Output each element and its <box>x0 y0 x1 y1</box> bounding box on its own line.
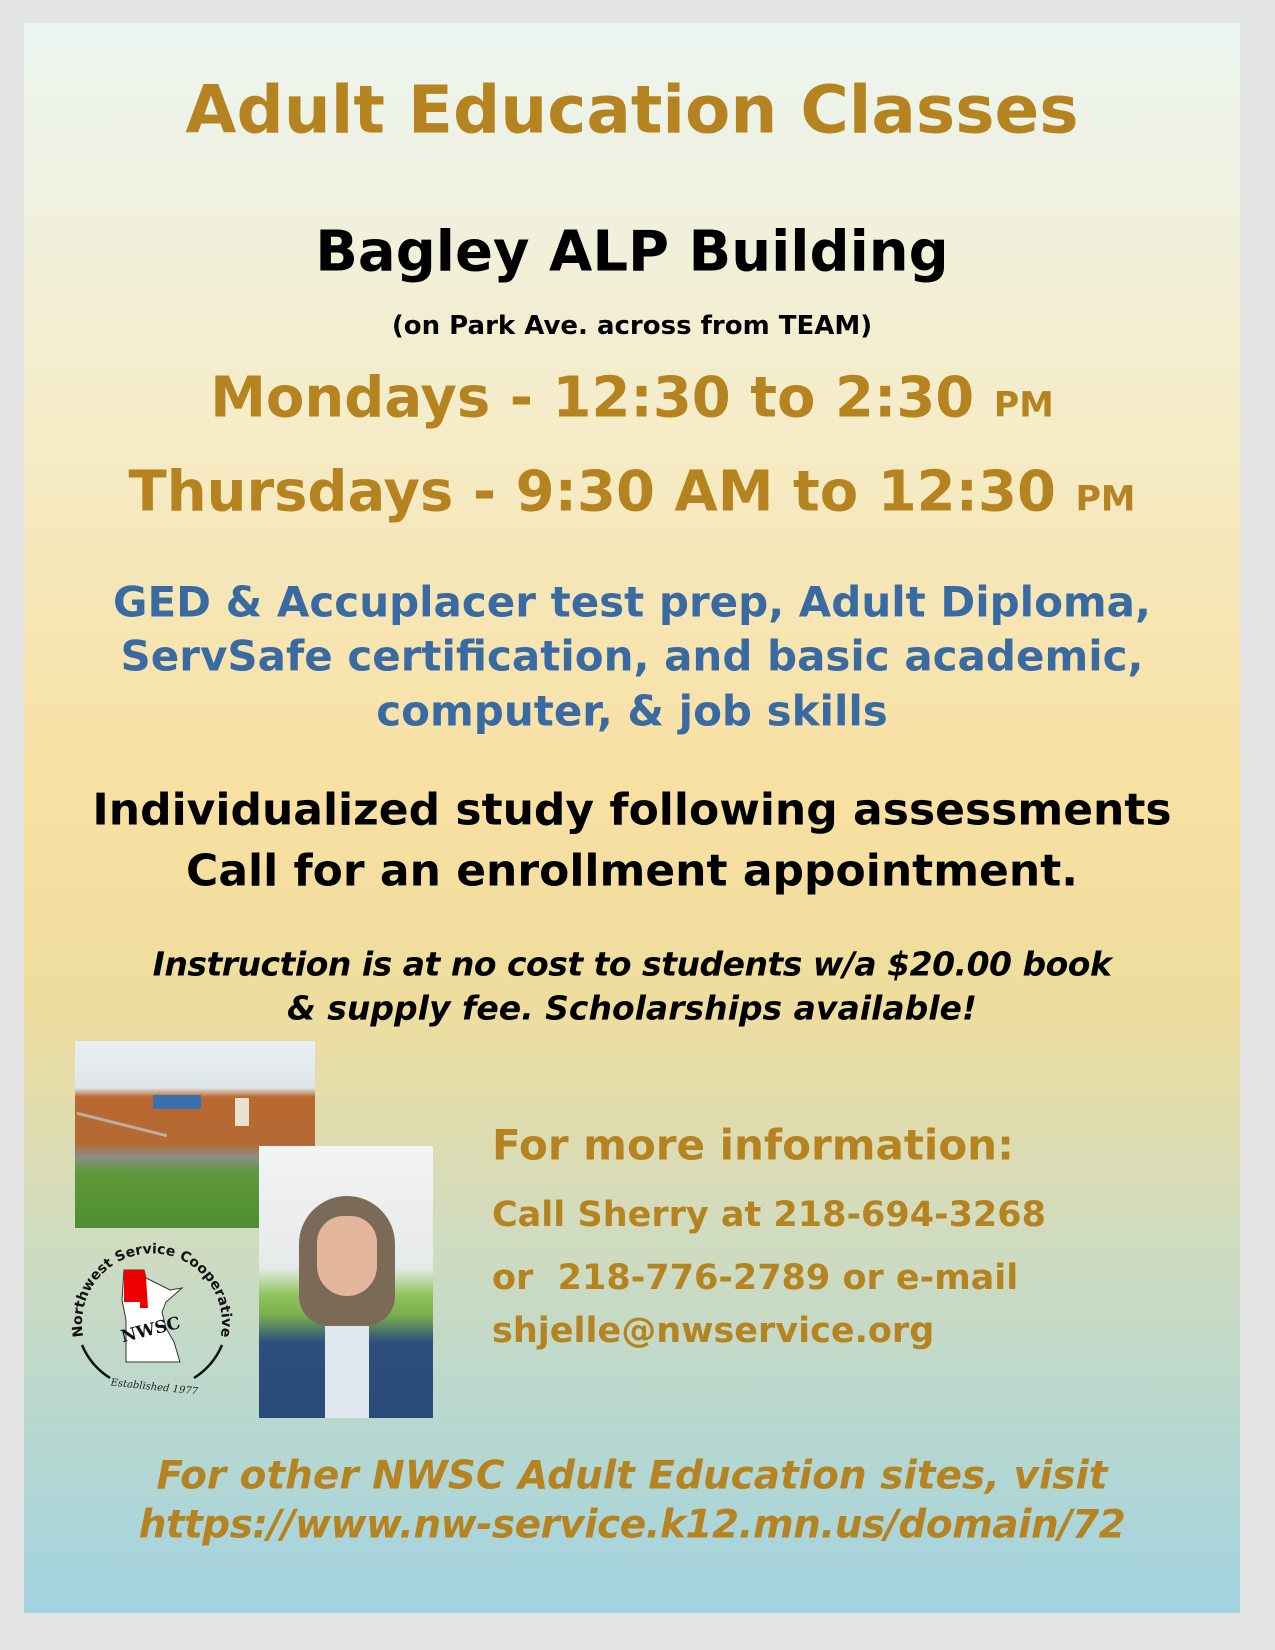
flyer-title: Adult Education Classes <box>185 71 1079 149</box>
building-sign <box>153 1095 201 1109</box>
offerings-line: GED & Accuplacer test prep, Adult Diploma, <box>113 577 1151 627</box>
nwsc-logo <box>62 1230 242 1410</box>
building-ramp <box>77 1112 167 1181</box>
building-door <box>235 1098 249 1126</box>
contact-phone-2: or 218-776-2789 or e-mail <box>492 1258 1019 1298</box>
logo-center-text: NWSC <box>119 1313 183 1348</box>
contact-heading: For more information: <box>492 1120 1014 1170</box>
schedule-thursday-text: Thursdays - 9:30 AM to 12:30 <box>128 459 1056 525</box>
portrait-shirt <box>325 1326 369 1418</box>
offerings-line: computer, & job skills <box>376 686 888 736</box>
flyer <box>24 23 1240 1613</box>
study-line: Call for an enrollment appointment. <box>186 845 1078 897</box>
portrait-face <box>317 1216 377 1296</box>
location-name: Bagley ALP Building <box>315 219 949 285</box>
schedule-thursday <box>24 460 1240 525</box>
schedule-monday-text: Mondays - 12:30 to 2:30 <box>210 365 975 431</box>
cost-line: Instruction is at no cost to students w/a $20.00 book <box>152 944 1112 984</box>
contact-email-link[interactable]: shjelle@nwservice.org <box>492 1311 935 1351</box>
schedule-monday-suffix: PM <box>993 385 1054 426</box>
contact-phone-1: Call Sherry at 218-694-3268 <box>492 1195 1046 1235</box>
footer-text: For other NWSC Adult Education sites, visit <box>156 1453 1108 1499</box>
schedule-monday <box>24 366 1240 431</box>
logo-established: Established 1977 <box>110 1377 199 1398</box>
logo-ring-text: Northwest Service Cooperative <box>69 1241 235 1339</box>
schedule-thursday-suffix: PM <box>1075 479 1136 520</box>
sherry-portrait-photo <box>259 1146 433 1418</box>
footer-url-link[interactable]: https://www.nw-service.k12.mn.us/domain/72 <box>138 1502 1126 1548</box>
study-line: Individualized study following assessments <box>92 784 1172 836</box>
cost-line: & supply fee. Scholarships available! <box>287 988 977 1028</box>
offerings-line: ServSafe certification, and basic academic, <box>120 631 1144 681</box>
location-note: (on Park Ave. across from TEAM) <box>391 311 873 341</box>
